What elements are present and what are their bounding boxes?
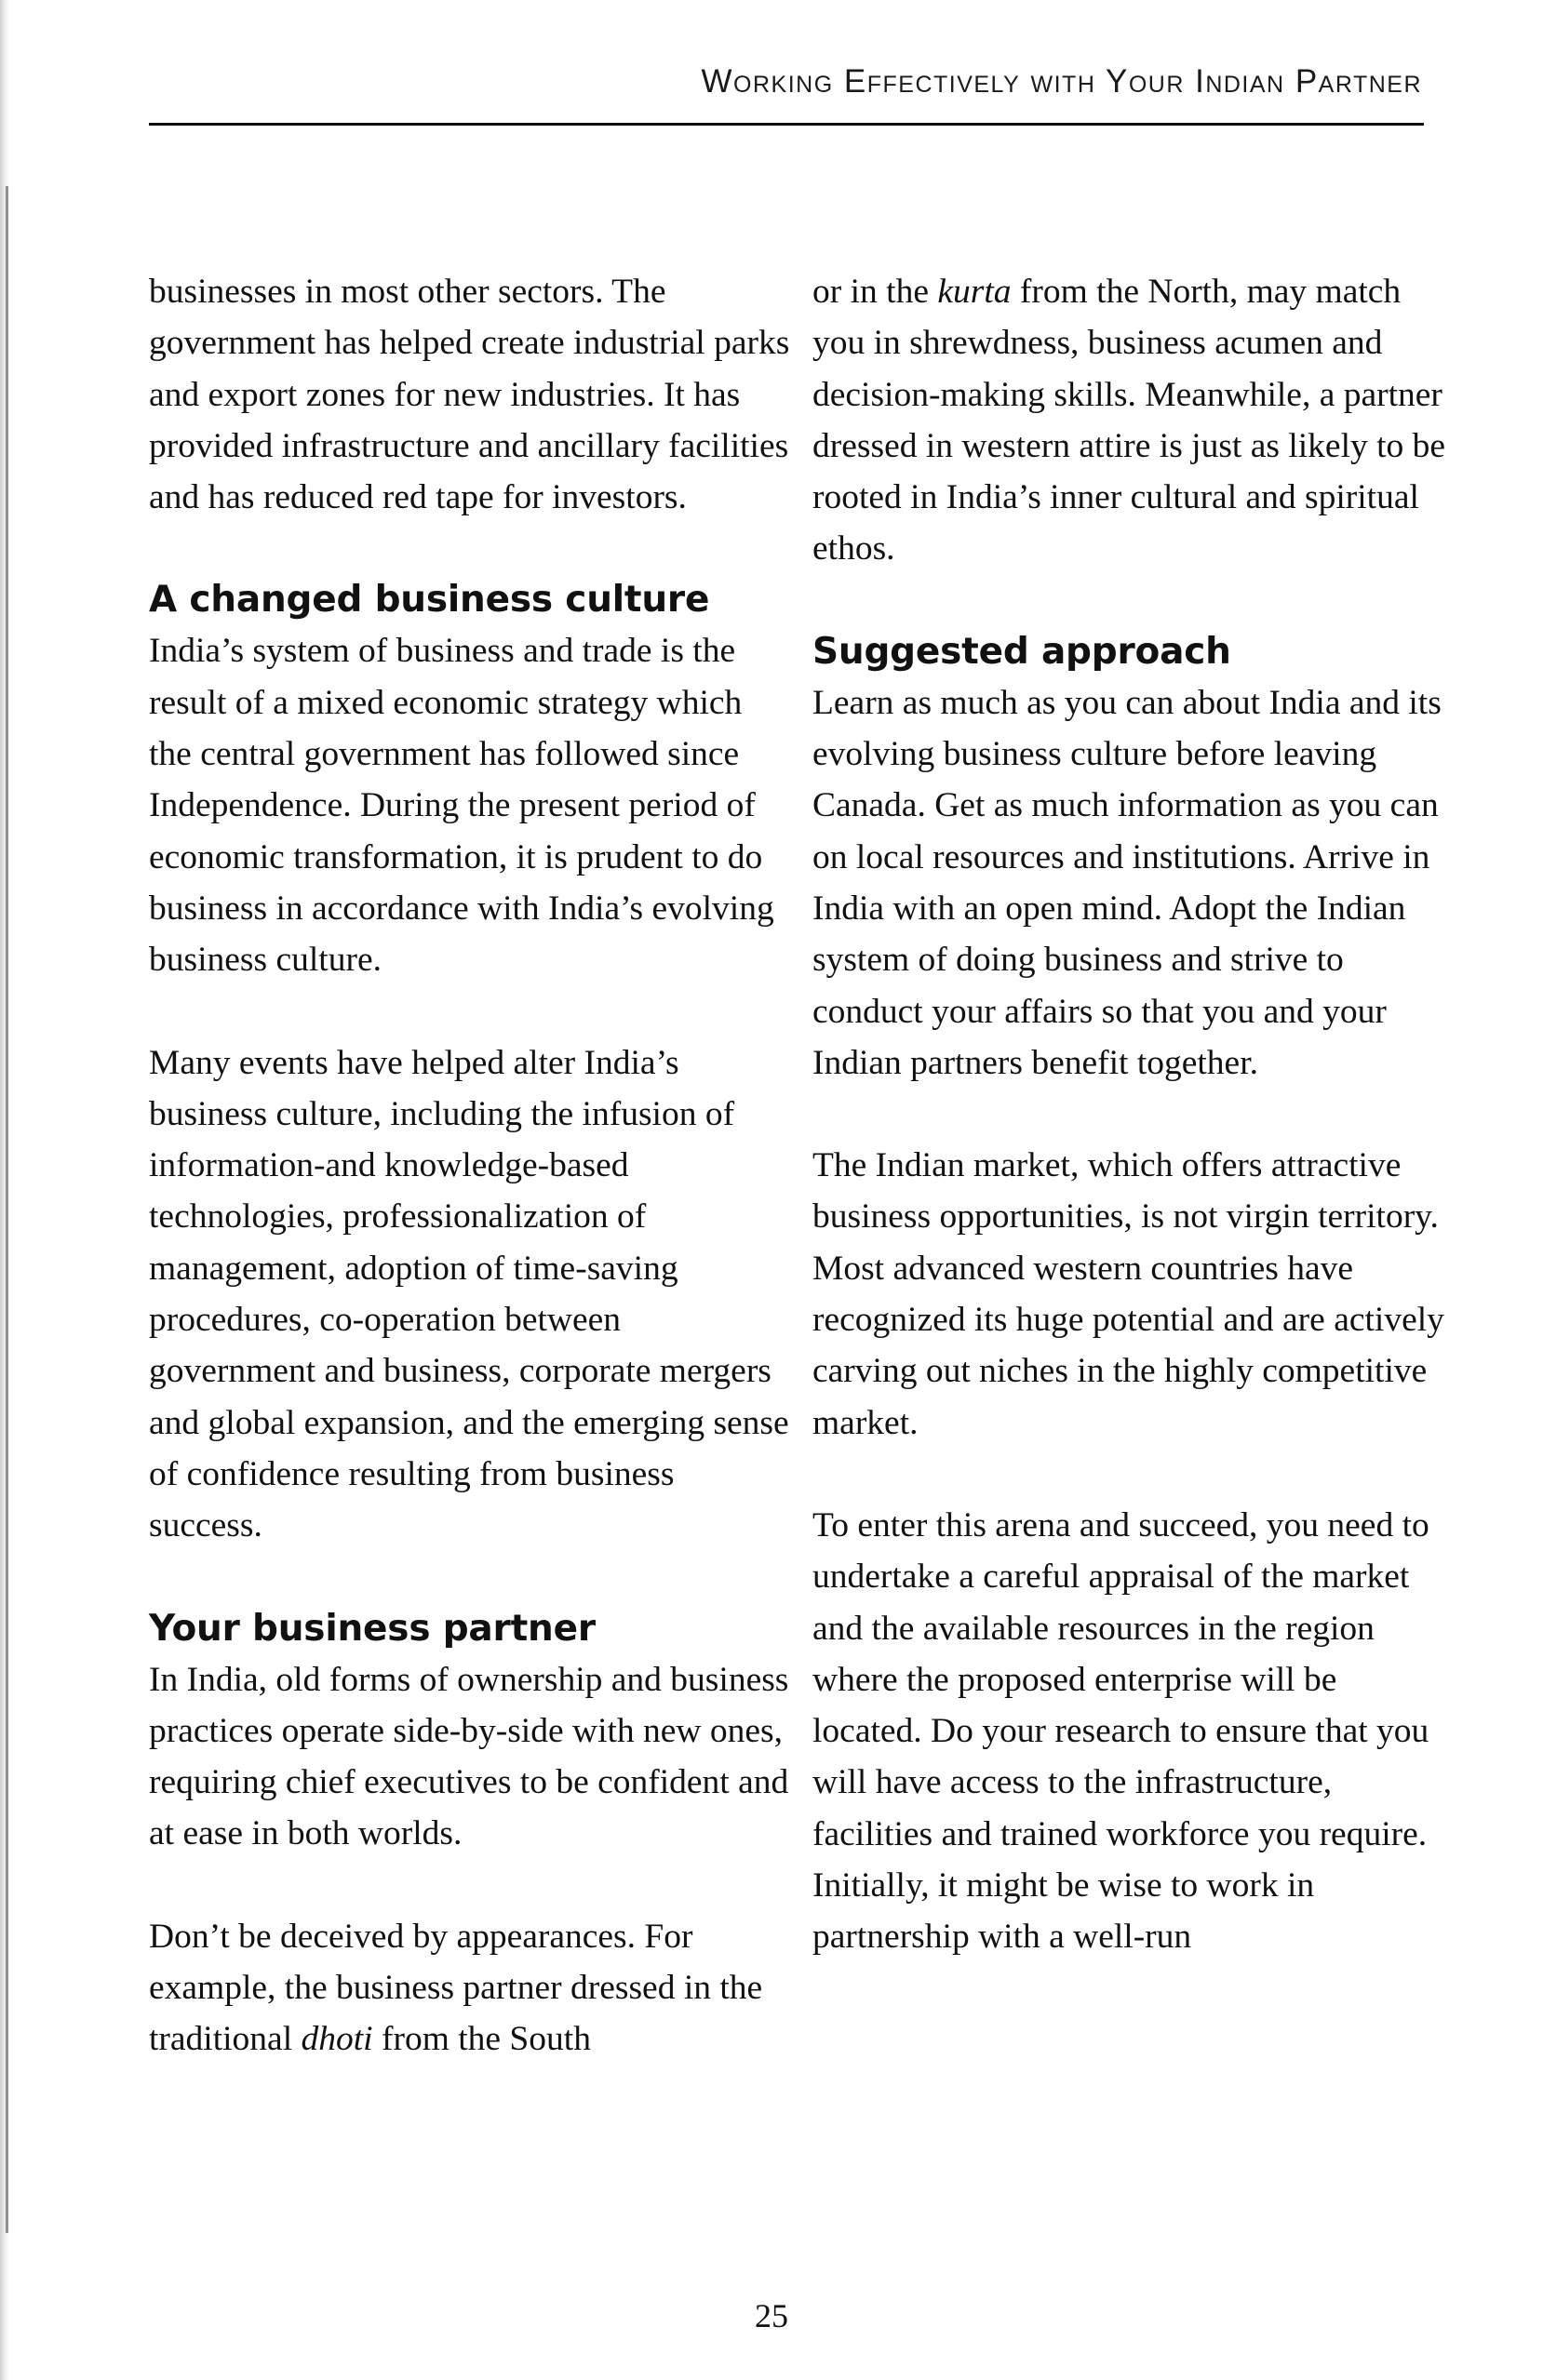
text-run: or in the [812,273,938,311]
paragraph-changed-2: Many events have helped alter India’s business culture, including the infusion of information-and knowledge-based technologies, professionalization of management, adoption of time-saving procedures, co-operation between government and business, corporate mergers and global expansion, and the emerging sense of confidence resulting from business success. [149,1043,789,1545]
paragraph-partner-2 [149,1911,791,2066]
text-run: from the North, may match you in shrewdness, business acumen and decision-making skills. Meanwhile, a partner dressed in western attire is just as likely to be rooted in India’s inner cultural and spiritual ethos. [812,273,1446,568]
heading-suggested-approach: Suggested approach [812,630,1231,673]
text-run: Don’t be deceived by appearances. For example, the business partner dressed in the traditional [149,1917,763,2059]
heading-your-business-partner: Your business partner [149,1607,596,1650]
paragraph-approach-1: Learn as much as you can about India and its evolving business culture before leaving Canada. Get as much information as you can on local resources and institutions. Arrive in India with an open mind. Adopt the Indian system of doing business and strive to conduct your affairs so that you and your Indian partners benefit together. [812,683,1442,1082]
paragraph-approach-2: The Indian market, which offers attractive business opportunities, is not virgin territory. Most advanced western countries have recognized its huge potential and are actively carving out niches in the highly competitive market. [812,1146,1444,1442]
scan-edge-shadow [6,186,8,2233]
term-dhoti: dhoti [301,2020,373,2059]
paragraph-intro: businesses in most other sectors. The government has helped create industrial parks and export zones for new industries. It has provided infrastructure and ancillary facilities and has reduced red tape for investors. [149,273,790,517]
paragraph-partner-1: In India, old forms of ownership and business practices operate side-by-side with new ones, requiring chief executives to be confident and at ease in both worlds. [149,1660,789,1853]
paragraph-changed-1: India’s system of business and trade is the result of a mixed economic strategy which the central government has followed since Independence. During the present period of economic transformation, it is prudent to do business in accordance with India’s evolving business culture. [149,632,774,980]
left-column [149,266,791,2066]
right-column [812,266,1455,1963]
term-kurta: kurta [937,273,1012,311]
paragraph-approach-3: To enter this arena and succeed, you need to undertake a careful appraisal of the market and the available resources in the region where the proposed enterprise will be located. Do your research to ensure that you will have access to the infrastructure, facilities and trained workforce you require. Initially, it might be wise to work in partnership with a well-run [812,1505,1429,1957]
header-rule [149,123,1424,126]
page-number: 25 [755,2297,788,2334]
paragraph-continuation [812,266,1455,575]
heading-changed-business-culture: A changed business culture [149,579,710,622]
running-head: Working Effectively with Your Indian Partner [701,63,1422,100]
text-run: from the South [372,2020,591,2059]
